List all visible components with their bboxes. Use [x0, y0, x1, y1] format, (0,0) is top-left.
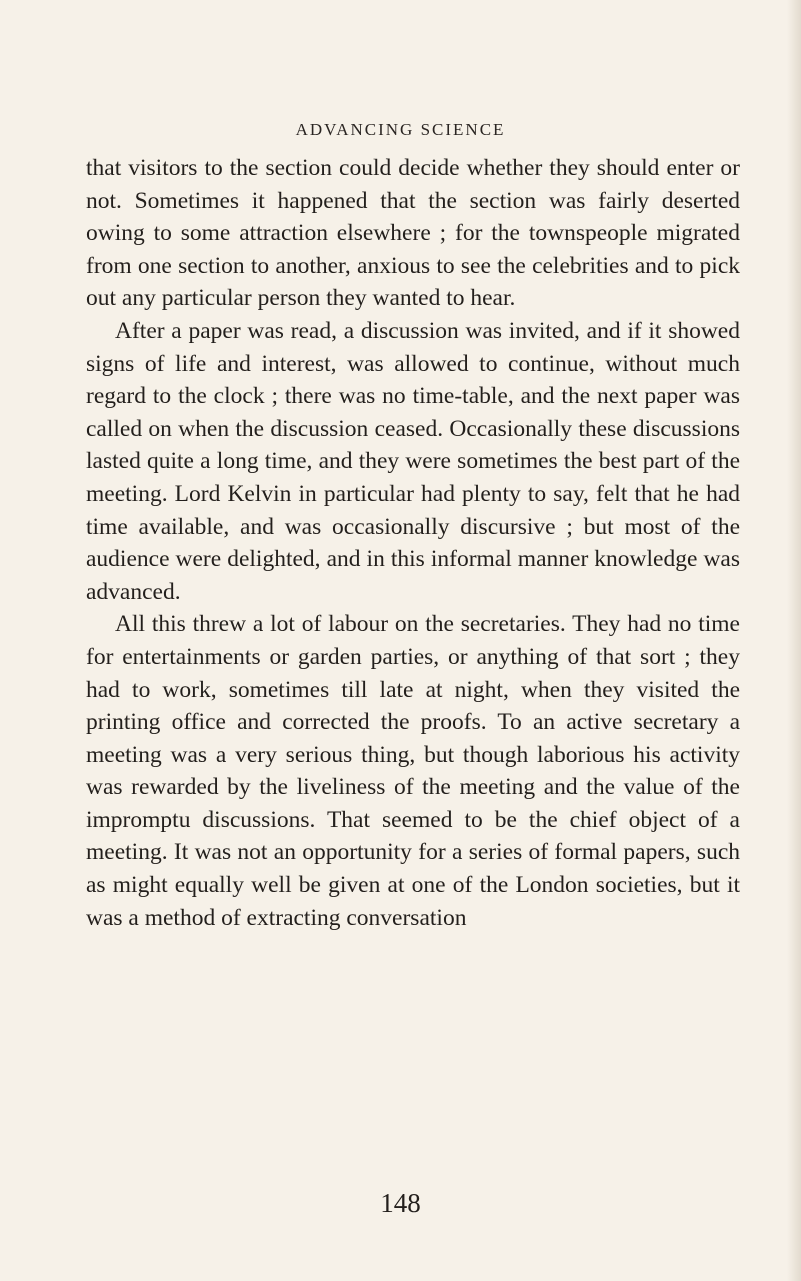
paragraph-continuation: that visitors to the section could decide whether they should enter or not. Sometimes it happened that the section was fairly deserted owing to some attraction elsewhere ; for the townspeople migrated from one section to another, anxious to see the celebrities and to pick out any particular person they wanted to hear.: [86, 155, 740, 312]
paragraph-secretaries: All this threw a lot of labour on the secretaries. They had no time for entertainments or garden parties, or anything of that sort ; they had to work, sometimes till late at night, when they visited the printing office and corrected the proofs. To an active secretary a meeting was a very serious thing, but though laborious his activity was rewarded by the liveliness of the meeting and the value of the impromptu discussions. That seemed to be the chief object of a meeting. It was not an opportunity for a series of formal papers, such as might equally well be given at one of the London societies, but it was a method of extracting conversation: [86, 611, 740, 931]
page-edge-shadow: [787, 0, 801, 1281]
body-text: [86, 152, 740, 934]
paragraph-discussion: After a paper was read, a discussion was invited, and if it showed signs of life and interest, was allowed to continue, without much regard to the clock ; there was no time-table, and the next paper was called on when the discussion ceased. Occasionally these discussions lasted quite a long time, and they were sometimes the best part of the meeting. Lord Kelvin in particular had plenty to say, felt that he had time available, and was occasionally discursive ; but most of the audience were delighted, and in this informal manner knowledge was advanced.: [86, 317, 740, 605]
page-number: 148: [380, 1188, 421, 1218]
running-head: ADVANCING SCIENCE: [295, 120, 506, 139]
